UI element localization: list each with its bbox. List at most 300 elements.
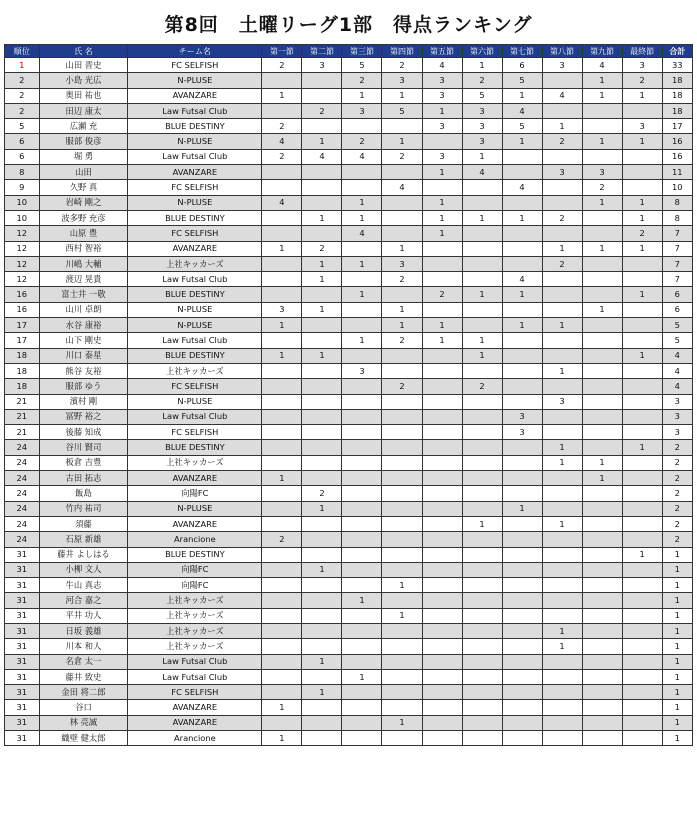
round-score-cell — [502, 562, 542, 577]
round-score-cell — [542, 532, 582, 547]
team-cell: FC SELFISH — [128, 685, 262, 700]
round-score-cell — [342, 455, 382, 470]
rank-cell: 31 — [5, 669, 40, 684]
rank-cell: 24 — [5, 486, 40, 501]
team-cell: N-PLUSE — [128, 73, 262, 88]
round-score-cell — [502, 608, 542, 623]
round-score-cell — [502, 593, 542, 608]
round-score-cell — [382, 700, 422, 715]
rank-cell: 6 — [5, 149, 40, 164]
round-score-cell: 1 — [542, 455, 582, 470]
round-score-cell: 1 — [542, 440, 582, 455]
round-score-cell — [462, 318, 502, 333]
round-score-cell: 3 — [502, 425, 542, 440]
table-row — [5, 333, 693, 348]
table-row — [5, 195, 693, 210]
round-score-cell — [422, 578, 462, 593]
round-score-cell — [262, 379, 302, 394]
team-cell: 上社キッカーズ — [128, 593, 262, 608]
round-score-cell: 6 — [502, 58, 542, 73]
round-score-cell — [262, 501, 302, 516]
round-score-cell — [542, 654, 582, 669]
round-score-cell — [582, 562, 622, 577]
round-score-cell: 1 — [422, 195, 462, 210]
round-score-cell — [462, 272, 502, 287]
round-score-cell — [542, 333, 582, 348]
round-score-cell — [622, 394, 662, 409]
round-score-cell — [462, 623, 502, 638]
player-name-cell: 金田 将二郎 — [39, 685, 128, 700]
round-score-cell — [502, 669, 542, 684]
total-cell: 4 — [662, 348, 692, 363]
table-row — [5, 608, 693, 623]
round-score-cell — [502, 623, 542, 638]
round-score-cell — [502, 516, 542, 531]
page-title: 第8回 土曜リーグ1部 得点ランキング — [164, 14, 533, 36]
round-score-cell: 1 — [542, 639, 582, 654]
table-row — [5, 715, 693, 730]
round-score-cell — [462, 394, 502, 409]
table-body — [5, 58, 693, 746]
table-row — [5, 501, 693, 516]
round-score-cell: 4 — [502, 272, 542, 287]
round-score-cell — [582, 516, 622, 531]
round-score-cell: 3 — [422, 73, 462, 88]
round-score-cell — [342, 700, 382, 715]
round-score-cell — [302, 578, 342, 593]
round-score-cell — [582, 685, 622, 700]
round-score-cell: 1 — [462, 210, 502, 225]
round-score-cell — [302, 226, 342, 241]
table-row — [5, 547, 693, 562]
round-score-cell — [582, 715, 622, 730]
round-score-cell — [622, 256, 662, 271]
round-score-cell: 1 — [502, 501, 542, 516]
player-name-cell: 山原 豊 — [39, 226, 128, 241]
round-score-cell — [262, 440, 302, 455]
round-score-cell: 1 — [262, 700, 302, 715]
column-header: 第一節 — [262, 45, 302, 58]
round-score-cell — [542, 669, 582, 684]
player-name-cell: 川口 泰星 — [39, 348, 128, 363]
column-header: 第三節 — [342, 45, 382, 58]
round-score-cell: 1 — [342, 88, 382, 103]
rank-cell: 12 — [5, 226, 40, 241]
team-cell: Law Futsal Club — [128, 149, 262, 164]
round-score-cell — [622, 593, 662, 608]
team-cell: Arancione — [128, 731, 262, 746]
round-score-cell — [462, 440, 502, 455]
total-cell: 18 — [662, 103, 692, 118]
round-score-cell — [462, 608, 502, 623]
total-cell: 33 — [662, 58, 692, 73]
round-score-cell: 1 — [622, 210, 662, 225]
player-name-cell: 山川 卓朗 — [39, 302, 128, 317]
round-score-cell: 5 — [502, 73, 542, 88]
round-score-cell — [582, 210, 622, 225]
round-score-cell — [302, 608, 342, 623]
team-cell: BLUE DESTINY — [128, 210, 262, 225]
team-cell: FC SELFISH — [128, 425, 262, 440]
round-score-cell — [422, 348, 462, 363]
team-cell: AVANZARE — [128, 241, 262, 256]
round-score-cell: 3 — [302, 58, 342, 73]
table-row — [5, 731, 693, 746]
round-score-cell: 3 — [262, 302, 302, 317]
round-score-cell — [582, 149, 622, 164]
round-score-cell — [342, 516, 382, 531]
round-score-cell — [262, 685, 302, 700]
round-score-cell: 3 — [502, 409, 542, 424]
team-cell: AVANZARE — [128, 700, 262, 715]
round-score-cell — [422, 363, 462, 378]
round-score-cell: 1 — [422, 333, 462, 348]
player-name-cell: 岩崎 剛之 — [39, 195, 128, 210]
round-score-cell — [622, 608, 662, 623]
round-score-cell — [262, 669, 302, 684]
team-cell: 上社キッカーズ — [128, 623, 262, 638]
rank-cell: 12 — [5, 241, 40, 256]
round-score-cell — [582, 103, 622, 118]
round-score-cell — [302, 731, 342, 746]
total-cell: 6 — [662, 287, 692, 302]
round-score-cell — [622, 532, 662, 547]
round-score-cell — [582, 379, 622, 394]
total-cell: 5 — [662, 318, 692, 333]
table-row — [5, 532, 693, 547]
player-name-cell: 小柳 文人 — [39, 562, 128, 577]
round-score-cell: 4 — [342, 226, 382, 241]
round-score-cell — [422, 425, 462, 440]
round-score-cell — [422, 623, 462, 638]
table-row — [5, 669, 693, 684]
table-row — [5, 440, 693, 455]
rank-cell: 24 — [5, 501, 40, 516]
round-score-cell — [262, 210, 302, 225]
round-score-cell — [622, 623, 662, 638]
table-row — [5, 409, 693, 424]
player-name-cell: 林 亮誠 — [39, 715, 128, 730]
round-score-cell: 1 — [382, 241, 422, 256]
round-score-cell — [342, 409, 382, 424]
rank-cell: 31 — [5, 715, 40, 730]
round-score-cell: 1 — [582, 73, 622, 88]
team-cell: FC SELFISH — [128, 226, 262, 241]
round-score-cell — [422, 608, 462, 623]
round-score-cell: 1 — [542, 623, 582, 638]
round-score-cell — [462, 302, 502, 317]
round-score-cell — [622, 149, 662, 164]
column-header: 氏 名 — [39, 45, 128, 58]
round-score-cell — [622, 318, 662, 333]
team-cell: Law Futsal Club — [128, 333, 262, 348]
round-score-cell — [382, 731, 422, 746]
round-score-cell: 2 — [302, 241, 342, 256]
round-score-cell — [302, 180, 342, 195]
round-score-cell — [622, 486, 662, 501]
table-row — [5, 516, 693, 531]
round-score-cell — [582, 547, 622, 562]
round-score-cell — [422, 685, 462, 700]
round-score-cell: 1 — [302, 501, 342, 516]
round-score-cell — [262, 226, 302, 241]
table-row — [5, 119, 693, 134]
rank-cell: 8 — [5, 165, 40, 180]
round-score-cell — [622, 715, 662, 730]
round-score-cell — [262, 103, 302, 118]
total-cell: 1 — [662, 715, 692, 730]
round-score-cell — [462, 241, 502, 256]
round-score-cell: 2 — [262, 149, 302, 164]
rank-cell: 31 — [5, 654, 40, 669]
column-header: 第六節 — [462, 45, 502, 58]
round-score-cell — [382, 425, 422, 440]
total-cell: 18 — [662, 88, 692, 103]
total-cell: 1 — [662, 593, 692, 608]
round-score-cell: 1 — [622, 440, 662, 455]
table-row — [5, 363, 693, 378]
round-score-cell — [502, 379, 542, 394]
table-row — [5, 302, 693, 317]
table-row — [5, 486, 693, 501]
round-score-cell — [422, 486, 462, 501]
round-score-cell — [462, 486, 502, 501]
round-score-cell — [462, 669, 502, 684]
round-score-cell: 1 — [342, 287, 382, 302]
team-cell: AVANZARE — [128, 471, 262, 486]
round-score-cell — [582, 578, 622, 593]
round-score-cell — [582, 425, 622, 440]
column-header: 順位 — [5, 45, 40, 58]
round-score-cell — [302, 593, 342, 608]
player-name-cell: 水谷 康裕 — [39, 318, 128, 333]
round-score-cell — [342, 119, 382, 134]
player-name-cell: 竹内 祐司 — [39, 501, 128, 516]
round-score-cell — [502, 715, 542, 730]
column-header: 第七節 — [502, 45, 542, 58]
round-score-cell: 5 — [502, 119, 542, 134]
round-score-cell — [542, 180, 582, 195]
round-score-cell: 2 — [622, 226, 662, 241]
table-row — [5, 593, 693, 608]
table-row — [5, 241, 693, 256]
round-score-cell — [622, 363, 662, 378]
round-score-cell: 3 — [422, 88, 462, 103]
team-cell: 上社キッカーズ — [128, 639, 262, 654]
round-score-cell: 2 — [382, 333, 422, 348]
team-cell: 上社キッカーズ — [128, 455, 262, 470]
rank-cell: 24 — [5, 440, 40, 455]
total-cell: 3 — [662, 394, 692, 409]
round-score-cell — [422, 256, 462, 271]
round-score-cell — [342, 302, 382, 317]
total-cell: 2 — [662, 440, 692, 455]
round-score-cell — [422, 379, 462, 394]
round-score-cell — [262, 623, 302, 638]
team-cell: 向陽FC — [128, 578, 262, 593]
round-score-cell: 1 — [422, 318, 462, 333]
total-cell: 16 — [662, 149, 692, 164]
round-score-cell — [542, 562, 582, 577]
round-score-cell — [382, 363, 422, 378]
round-score-cell — [502, 455, 542, 470]
player-name-cell: 牛山 真志 — [39, 578, 128, 593]
total-cell: 1 — [662, 623, 692, 638]
round-score-cell — [342, 654, 382, 669]
round-score-cell: 1 — [502, 318, 542, 333]
round-score-cell — [302, 547, 342, 562]
round-score-cell — [342, 180, 382, 195]
round-score-cell — [422, 134, 462, 149]
round-score-cell — [422, 639, 462, 654]
round-score-cell: 2 — [302, 103, 342, 118]
round-score-cell: 1 — [582, 88, 622, 103]
table-row — [5, 639, 693, 654]
total-cell: 1 — [662, 731, 692, 746]
column-header: 第八節 — [542, 45, 582, 58]
player-name-cell: 織壁 健太郎 — [39, 731, 128, 746]
column-header: チーム名 — [128, 45, 262, 58]
round-score-cell: 1 — [262, 88, 302, 103]
round-score-cell — [502, 363, 542, 378]
round-score-cell — [382, 455, 422, 470]
round-score-cell — [542, 715, 582, 730]
round-score-cell — [502, 195, 542, 210]
rank-cell: 2 — [5, 103, 40, 118]
round-score-cell — [502, 348, 542, 363]
round-score-cell — [262, 287, 302, 302]
round-score-cell — [342, 578, 382, 593]
round-score-cell — [462, 562, 502, 577]
total-cell: 1 — [662, 669, 692, 684]
round-score-cell: 1 — [302, 272, 342, 287]
round-score-cell: 2 — [542, 256, 582, 271]
player-name-cell: 西村 智裕 — [39, 241, 128, 256]
table-row — [5, 654, 693, 669]
round-score-cell — [342, 532, 382, 547]
rank-cell: 31 — [5, 562, 40, 577]
table-row — [5, 272, 693, 287]
round-score-cell — [542, 302, 582, 317]
total-cell: 6 — [662, 302, 692, 317]
round-score-cell: 1 — [622, 348, 662, 363]
round-score-cell: 1 — [302, 654, 342, 669]
total-cell: 2 — [662, 501, 692, 516]
rank-cell: 21 — [5, 425, 40, 440]
round-score-cell — [622, 455, 662, 470]
round-score-cell — [382, 165, 422, 180]
round-score-cell — [422, 715, 462, 730]
player-name-cell: 山下 剛史 — [39, 333, 128, 348]
round-score-cell — [582, 272, 622, 287]
total-cell: 1 — [662, 700, 692, 715]
round-score-cell: 1 — [582, 302, 622, 317]
round-score-cell — [302, 287, 342, 302]
rank-cell: 21 — [5, 394, 40, 409]
round-score-cell — [582, 318, 622, 333]
round-score-cell: 1 — [622, 134, 662, 149]
rank-cell: 10 — [5, 210, 40, 225]
round-score-cell — [302, 333, 342, 348]
total-cell: 18 — [662, 73, 692, 88]
round-score-cell — [582, 623, 622, 638]
player-name-cell: 富士井 一敬 — [39, 287, 128, 302]
round-score-cell — [462, 731, 502, 746]
rank-cell: 31 — [5, 578, 40, 593]
team-cell: AVANZARE — [128, 715, 262, 730]
round-score-cell — [302, 409, 342, 424]
round-score-cell: 1 — [462, 348, 502, 363]
team-cell: Arancione — [128, 532, 262, 547]
team-cell: Law Futsal Club — [128, 272, 262, 287]
round-score-cell — [462, 195, 502, 210]
round-score-cell — [302, 532, 342, 547]
round-score-cell: 1 — [262, 241, 302, 256]
round-score-cell — [622, 471, 662, 486]
total-cell: 7 — [662, 256, 692, 271]
rank-cell: 31 — [5, 623, 40, 638]
round-score-cell: 1 — [622, 287, 662, 302]
rank-cell: 17 — [5, 318, 40, 333]
rank-cell: 5 — [5, 119, 40, 134]
round-score-cell — [382, 654, 422, 669]
round-score-cell: 3 — [542, 58, 582, 73]
team-cell: FC SELFISH — [128, 379, 262, 394]
round-score-cell: 1 — [582, 134, 622, 149]
round-score-cell: 1 — [302, 302, 342, 317]
round-score-cell: 4 — [262, 195, 302, 210]
round-score-cell — [462, 547, 502, 562]
round-score-cell — [342, 394, 382, 409]
round-score-cell: 1 — [342, 195, 382, 210]
round-score-cell — [462, 578, 502, 593]
round-score-cell — [262, 409, 302, 424]
round-score-cell — [462, 593, 502, 608]
round-score-cell: 1 — [622, 241, 662, 256]
player-name-cell: 熊谷 友裕 — [39, 363, 128, 378]
round-score-cell — [302, 455, 342, 470]
round-score-cell — [422, 547, 462, 562]
round-score-cell — [502, 547, 542, 562]
round-score-cell — [382, 348, 422, 363]
total-cell: 1 — [662, 654, 692, 669]
round-score-cell: 5 — [342, 58, 382, 73]
round-score-cell — [342, 471, 382, 486]
round-score-cell — [502, 639, 542, 654]
rank-cell: 31 — [5, 700, 40, 715]
round-score-cell: 2 — [262, 58, 302, 73]
table-row — [5, 88, 693, 103]
team-cell: 上社キッカーズ — [128, 608, 262, 623]
rank-cell: 18 — [5, 363, 40, 378]
round-score-cell — [262, 363, 302, 378]
round-score-cell — [422, 532, 462, 547]
total-cell: 2 — [662, 486, 692, 501]
rank-cell: 31 — [5, 685, 40, 700]
rank-cell: 9 — [5, 180, 40, 195]
round-score-cell — [342, 486, 382, 501]
round-score-cell: 1 — [582, 241, 622, 256]
total-cell: 1 — [662, 547, 692, 562]
round-score-cell: 1 — [382, 302, 422, 317]
round-score-cell — [422, 302, 462, 317]
team-cell: AVANZARE — [128, 516, 262, 531]
round-score-cell: 3 — [462, 134, 502, 149]
team-cell: N-PLUSE — [128, 195, 262, 210]
round-score-cell: 3 — [382, 256, 422, 271]
table-row — [5, 226, 693, 241]
total-cell: 1 — [662, 685, 692, 700]
